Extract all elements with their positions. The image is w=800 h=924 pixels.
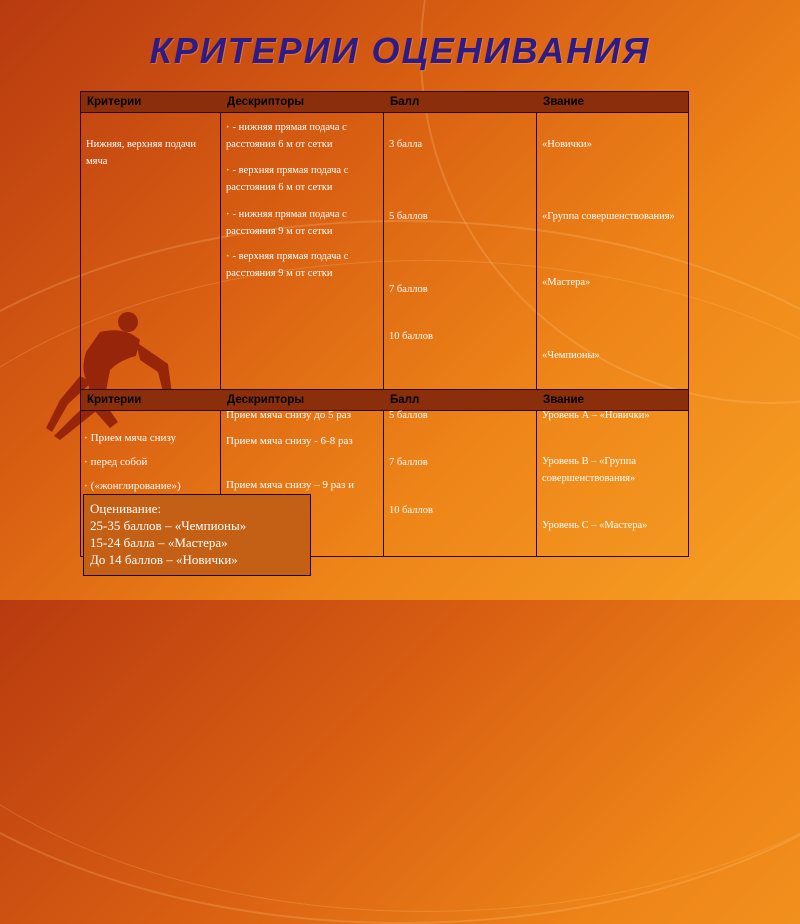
summary-heading: Оценивание: (90, 501, 162, 516)
rank-value: Уровень В – «Группа совершенствования» (542, 456, 637, 484)
criteria-cell: · Прием мяча снизу (84, 430, 214, 447)
rank-value: «Чемпионы» (542, 350, 600, 361)
descriptor-item: · - нижняя прямая подача с расстояния 6 м от сетки (226, 119, 376, 153)
scoring-summary-box (83, 494, 311, 576)
criteria-cell: · («жонглирование») (84, 478, 214, 495)
table-header-row (81, 92, 688, 113)
score-value: 7 баллов (389, 284, 428, 295)
criteria-cell: · перед собой (84, 454, 214, 471)
criteria-table (80, 91, 689, 557)
header-criteria: Критерии (87, 96, 142, 108)
summary-line: 15-24 балла – «Мастера» (90, 535, 228, 550)
rank-value: Уровень С – «Мастера» (542, 520, 648, 531)
rank-value: «Мастера» (542, 277, 591, 288)
header-criteria: Критерии (87, 394, 142, 406)
slide-title: КРИТЕРИИ ОЦЕНИВАНИЯ (149, 30, 651, 71)
header-score: Балл (390, 96, 420, 108)
header-rank: Звание (543, 96, 584, 108)
descriptor-item: · - верхняя прямая подача с расстояния 9 м от сетки (226, 248, 376, 282)
header-descriptors: Дескрипторы (227, 394, 305, 406)
descriptor-item: Прием мяча снизу - 6-8 раз (226, 435, 353, 447)
criteria-cell: Нижняя, верхняя подачи мяча (86, 139, 196, 167)
header-descriptors: Дескрипторы (227, 96, 305, 108)
score-value: 7 баллов (389, 457, 428, 468)
summary-line: 25-35 баллов – «Чемпионы» (90, 518, 247, 533)
header-rank: Звание (543, 394, 584, 406)
descriptor-item: · - нижняя прямая подача с расстояния 9 м от сетки (226, 206, 376, 240)
descriptor-item: · - верхняя прямая подача с расстояния 6 м от сетки (226, 162, 376, 196)
score-value: 5 баллов (389, 211, 428, 222)
header-score: Балл (390, 394, 420, 406)
rank-value: «Группа совершенствования» (542, 211, 675, 222)
descriptor-item: Прием мяча снизу – 9 раз и (226, 479, 354, 491)
summary-line: До 14 баллов – «Новички» (90, 552, 238, 567)
score-value: 10 баллов (389, 331, 433, 342)
rank-value: «Новички» (542, 139, 592, 150)
descriptor-item: Прием мяча снизу до 5 раз (226, 409, 351, 421)
score-value: 5 баллов (389, 410, 428, 421)
score-value: 10 баллов (389, 505, 433, 516)
score-value: 3 балла (389, 139, 423, 150)
rank-value: Уровень А – «Новички» (542, 410, 650, 421)
